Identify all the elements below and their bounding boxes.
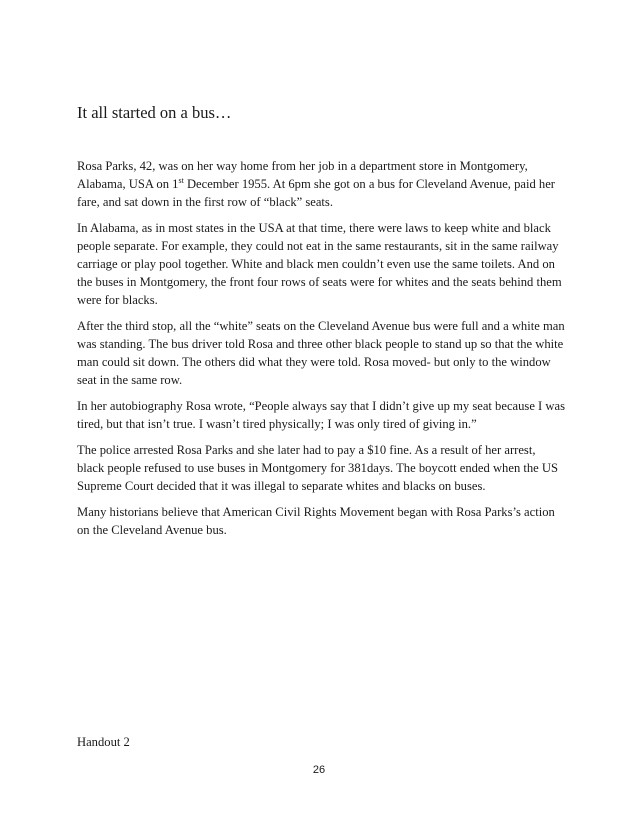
- paragraph-5: The police arrested Rosa Parks and she later had to pay a $10 fine. As a result of her arrest, black people refused to use buses in Montgomery for 381days. The boycott ended when the US Supreme Court decided that it was illegal to separate whites and blacks on buses.: [77, 443, 559, 493]
- paragraph-1-text-end: December 1955. At 6pm she got on a bus for Cleveland Avenue, paid her fare, and sat down in the first row of “black” seats.: [77, 177, 555, 209]
- paragraph-2: In Alabama, as in most states in the USA at that time, there were laws to keep white and black people separate. For example, they could not eat in the same restaurants, sit in the same railway carriage or play pool together. White and black men couldn’t even use the same toilets. And on the buses in Montgomery, the front four rows of seats were for whites and the seats behind them were for blacks.: [77, 221, 562, 307]
- paragraph-4: In her autobiography Rosa wrote, “People always say that I didn’t give up my seat because I was tired, but that isn’t true. I wasn’t tired physically; I was only tired of giving in.”: [77, 399, 565, 431]
- handout-label: Handout 2: [77, 735, 130, 749]
- paragraph-1: [77, 157, 565, 211]
- page-title: It all started on a bus…: [77, 103, 232, 122]
- ordinal-suffix: st: [178, 176, 184, 185]
- paragraph-1-text-start: Rosa Parks, 42, was on her way home from her job in a department store in Montgomery, Alabama, USA on 1: [77, 159, 528, 191]
- paragraph-6: Many historians believe that American Civil Rights Movement began with Rosa Parks’s action on the Cleveland Avenue bus.: [77, 505, 555, 537]
- article-body: [77, 157, 565, 547]
- page-number: 26: [312, 764, 326, 776]
- paragraph-3: After the third stop, all the “white” seats on the Cleveland Avenue bus were full and a white man was standing. The bus driver told Rosa and three other black people to stand up so that the white man could sit down. The others did what they were told. Rosa moved- but only to the window seat in the same row.: [77, 319, 565, 387]
